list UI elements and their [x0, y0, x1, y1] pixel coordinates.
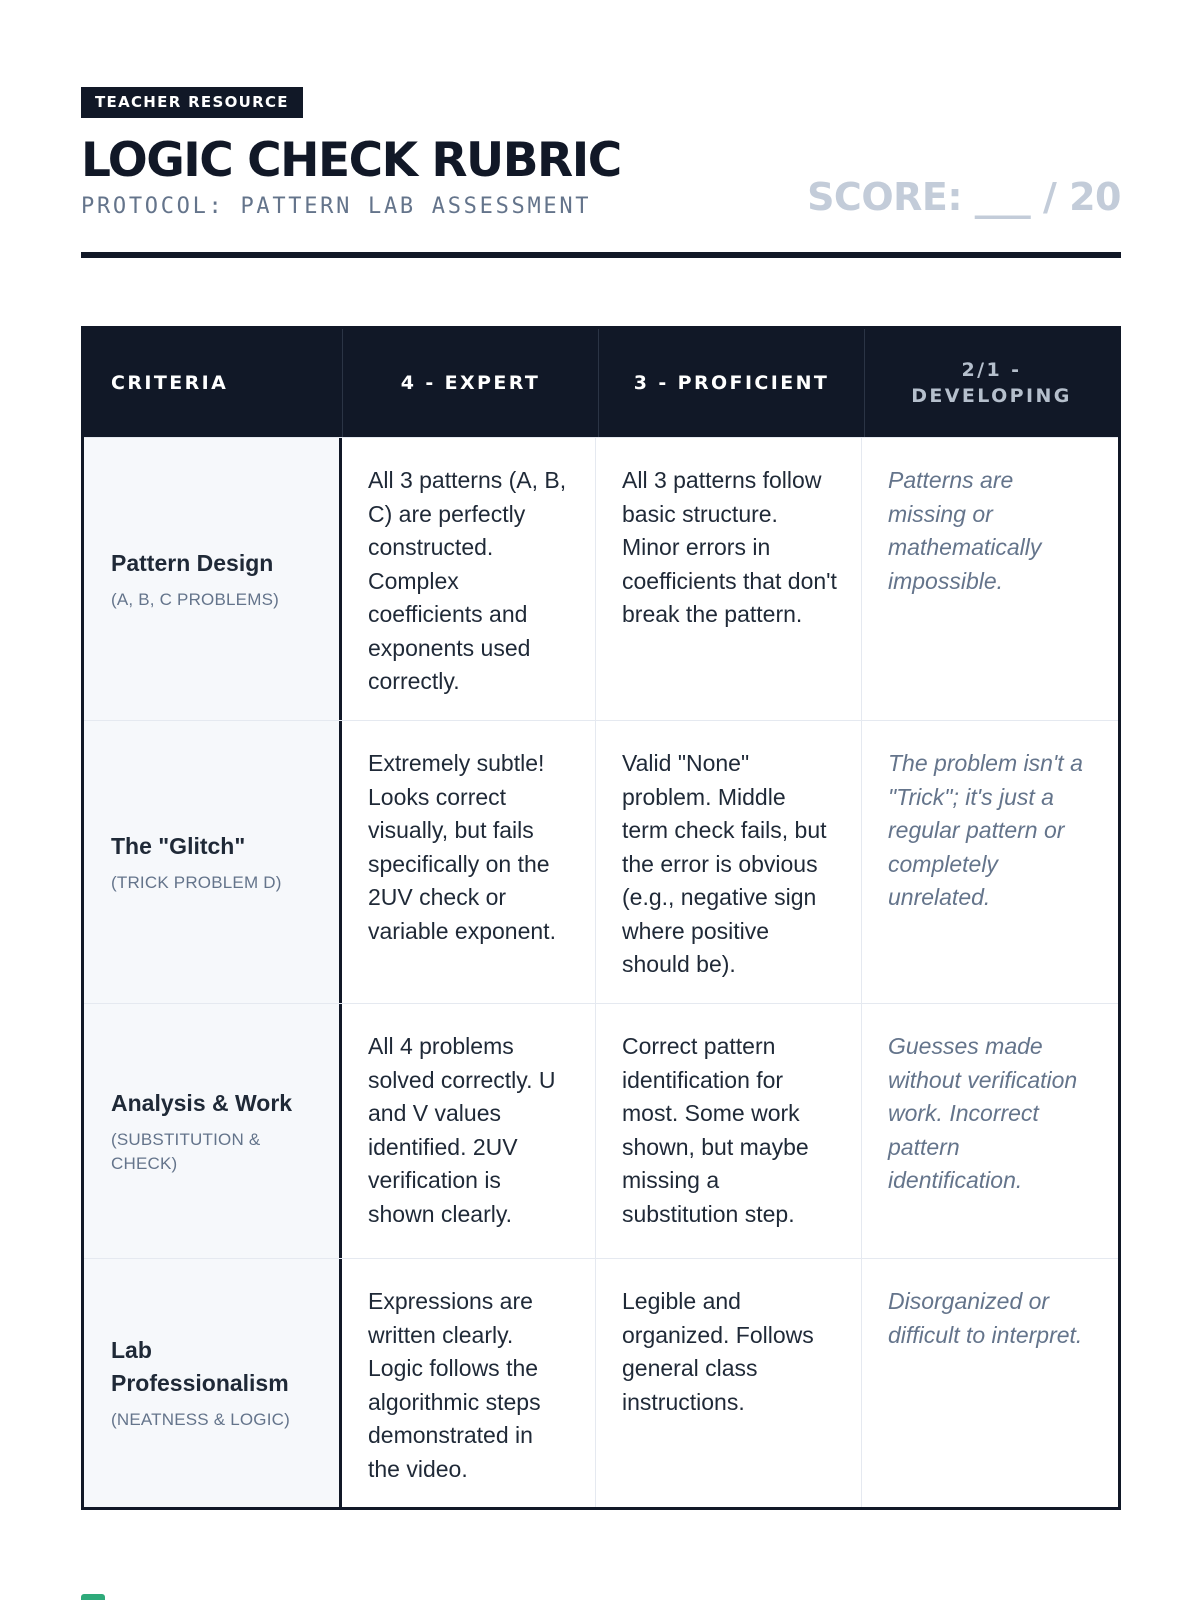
developing-cell: The problem isn't a "Trick"; it's just a regular pattern or completely unrelated.	[861, 721, 1115, 1003]
teacher-resource-badge: TEACHER RESOURCE	[81, 87, 303, 118]
table-row	[84, 1258, 1118, 1507]
rubric-table	[81, 326, 1121, 1510]
expert-cell: All 3 patterns (A, B, C) are perfectly constructed. Complex coefficients and exponents used correctly.	[368, 467, 567, 694]
rubric-header-row	[84, 329, 1118, 437]
criteria-name: The "Glitch"	[111, 832, 246, 859]
developing-cell: Guesses made without verification work. Incorrect pattern identification.	[861, 1004, 1115, 1258]
header-expert: 4 - EXPERT	[342, 329, 598, 437]
proficient-cell: Valid "None" problem. Middle term check fails, but the error is obvious (e.g., negative sign where positive should be).	[595, 721, 861, 1003]
header-criteria: CRITERIA	[111, 372, 229, 394]
criteria-cell	[84, 438, 342, 720]
table-row	[84, 1003, 1118, 1258]
page-title: LOGIC CHECK RUBRIC	[81, 133, 621, 188]
expert-cell: Expressions are written clearly. Logic follows the algorithmic steps demonstrated in the video.	[368, 1288, 541, 1482]
proficient-cell: Legible and organized. Follows general class instructions.	[595, 1259, 861, 1507]
criteria-name: Pattern Design	[111, 549, 274, 576]
expert-cell: Extremely subtle! Looks correct visually, but fails specifically on the 2UV check or variable exponent.	[368, 750, 556, 944]
criteria-cell	[84, 721, 342, 1003]
proficient-cell: Correct pattern identification for most. Some work shown, but maybe missing a substitution step.	[595, 1004, 861, 1258]
criteria-subtitle: (TRICK PROBLEM D)	[111, 872, 282, 892]
criteria-cell	[84, 1004, 342, 1258]
table-row	[84, 720, 1118, 1003]
protocol-subtitle: PROTOCOL: PATTERN LAB ASSESSMENT	[81, 194, 592, 219]
developing-cell: Patterns are missing or mathematically impossible.	[861, 438, 1115, 720]
score-field: SCORE: ___ / 20	[807, 175, 1121, 219]
header-proficient: 3 - PROFICIENT	[598, 329, 864, 437]
criteria-subtitle: (A, B, C PROBLEMS)	[111, 589, 279, 609]
criteria-cell	[84, 1259, 342, 1507]
proficient-cell: All 3 patterns follow basic structure. Minor errors in coefficients that don't break the pattern.	[595, 438, 861, 720]
criteria-subtitle: (SUBSTITUTION & CHECK)	[111, 1129, 261, 1173]
table-row	[84, 437, 1118, 720]
header-developing: 2/1 - DEVELOPING	[864, 329, 1118, 437]
developing-cell: Disorganized or difficult to interpret.	[861, 1259, 1115, 1507]
header-divider	[81, 252, 1121, 258]
expert-cell: All 4 problems solved correctly. U and V values identified. 2UV verification is shown clearly.	[368, 1033, 556, 1227]
criteria-name: Analysis & Work	[111, 1089, 293, 1116]
criteria-subtitle: (NEATNESS & LOGIC)	[111, 1410, 290, 1429]
criteria-name: Lab Professionalism	[111, 1337, 289, 1396]
footer-marker	[81, 1594, 105, 1600]
